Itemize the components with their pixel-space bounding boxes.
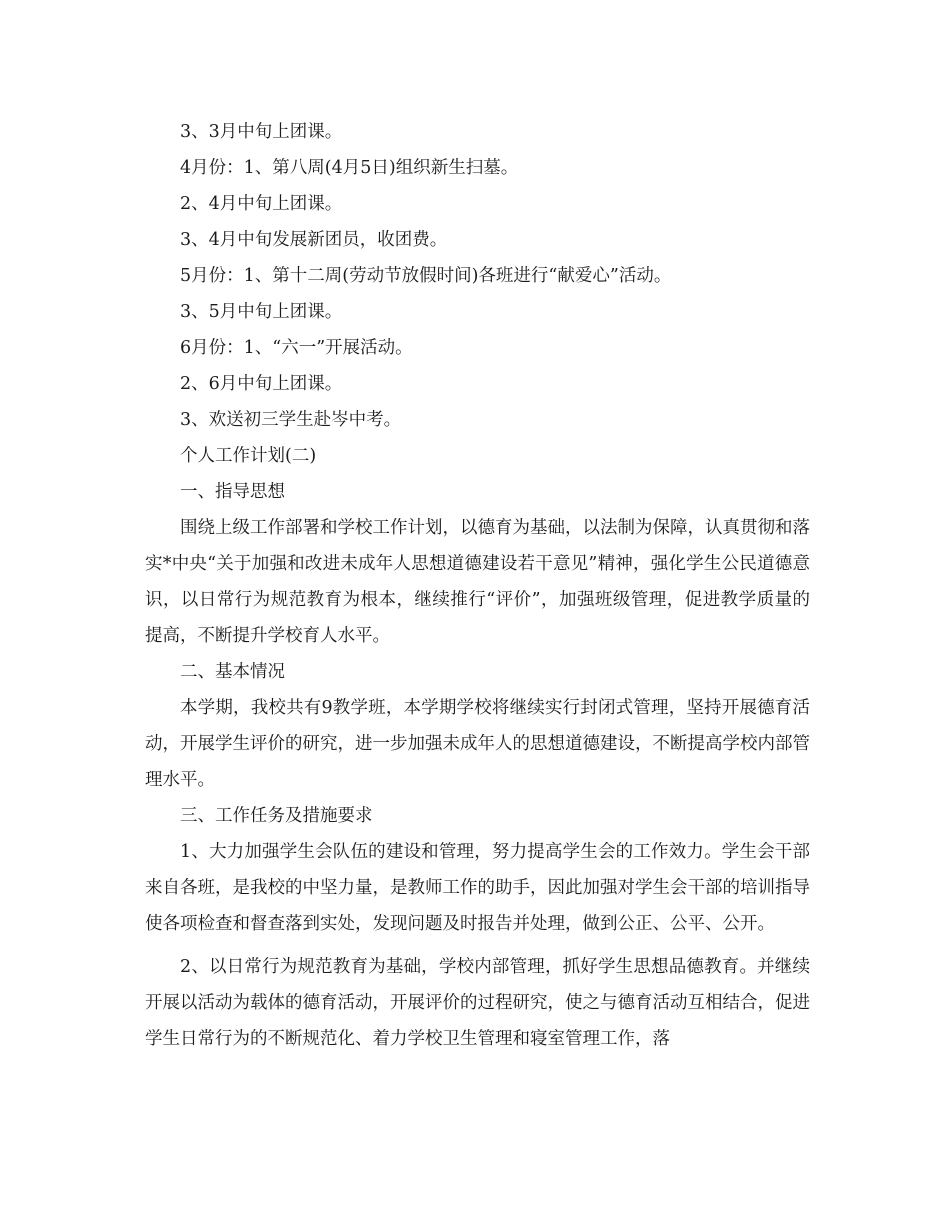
paragraph-guiding: 围绕上级工作部署和学校工作计划，以德育为基础，以法制为保障，认真贯彻和落实*中央“关于加强和改进未成年人思想道德建设若干意见”精神，强化学生公民道德意识，以日常行为规范教育为根本，继续推行“评价”，加强班级管理，促进教学质量的提高，不断提升学校育人水平。 — [145, 518, 810, 646]
text-line: 3、4月中旬发展新团员，收团费。 — [180, 230, 448, 250]
paragraph-basic: 本学期，我校共有9教学班，本学期学校将继续实行封闭式管理，坚持开展德育活动，开展学生评价的研究，进一步加强未成年人的思想道德建设，不断提高学校内部管理水平。 — [145, 698, 810, 790]
text-line: 2、4月中旬上团课。 — [180, 194, 343, 214]
text-line: 4月份：1、第八周(4月5日)组织新生扫墓。 — [180, 158, 519, 178]
document-body — [145, 114, 810, 1057]
heading-tasks: 三、工作任务及措施要求 — [180, 806, 373, 826]
section-title: 个人工作计划(二) — [180, 446, 317, 466]
text-line: 5月份：1、第十二周(劳动节放假时间)各班进行“献爱心”活动。 — [180, 266, 672, 286]
heading-guiding: 一、指导思想 — [180, 482, 285, 502]
text-line: 2、6月中旬上团课。 — [180, 374, 343, 394]
text-line: 3、欢送初三学生赴岑中考。 — [180, 410, 402, 430]
text-line: 3、3月中旬上团课。 — [180, 122, 343, 142]
heading-basic: 二、基本情况 — [180, 662, 285, 682]
paragraph-task-1: 1、大力加强学生会队伍的建设和管理，努力提高学生会的工作效力。学生会干部来自各班，是我校的中坚力量，是教师工作的助手，因此加强对学生会干部的培训指导使各项检查和督查落到实处，发现问题及时报告并处理，做到公正、公平、公开。 — [145, 842, 810, 934]
paragraph-task-2: 2、以日常行为规范教育为基础，学校内部管理，抓好学生思想品德教育。并继续开展以活动为载体的德育活动，开展评价的过程研究，使之与德育活动互相结合，促进学生日常行为的不断规范化、着力学校卫生管理和寝室管理工作，落 — [145, 957, 810, 1049]
text-line: 3、5月中旬上团课。 — [180, 302, 343, 322]
text-line: 6月份：1、“六一”开展活动。 — [180, 338, 413, 358]
